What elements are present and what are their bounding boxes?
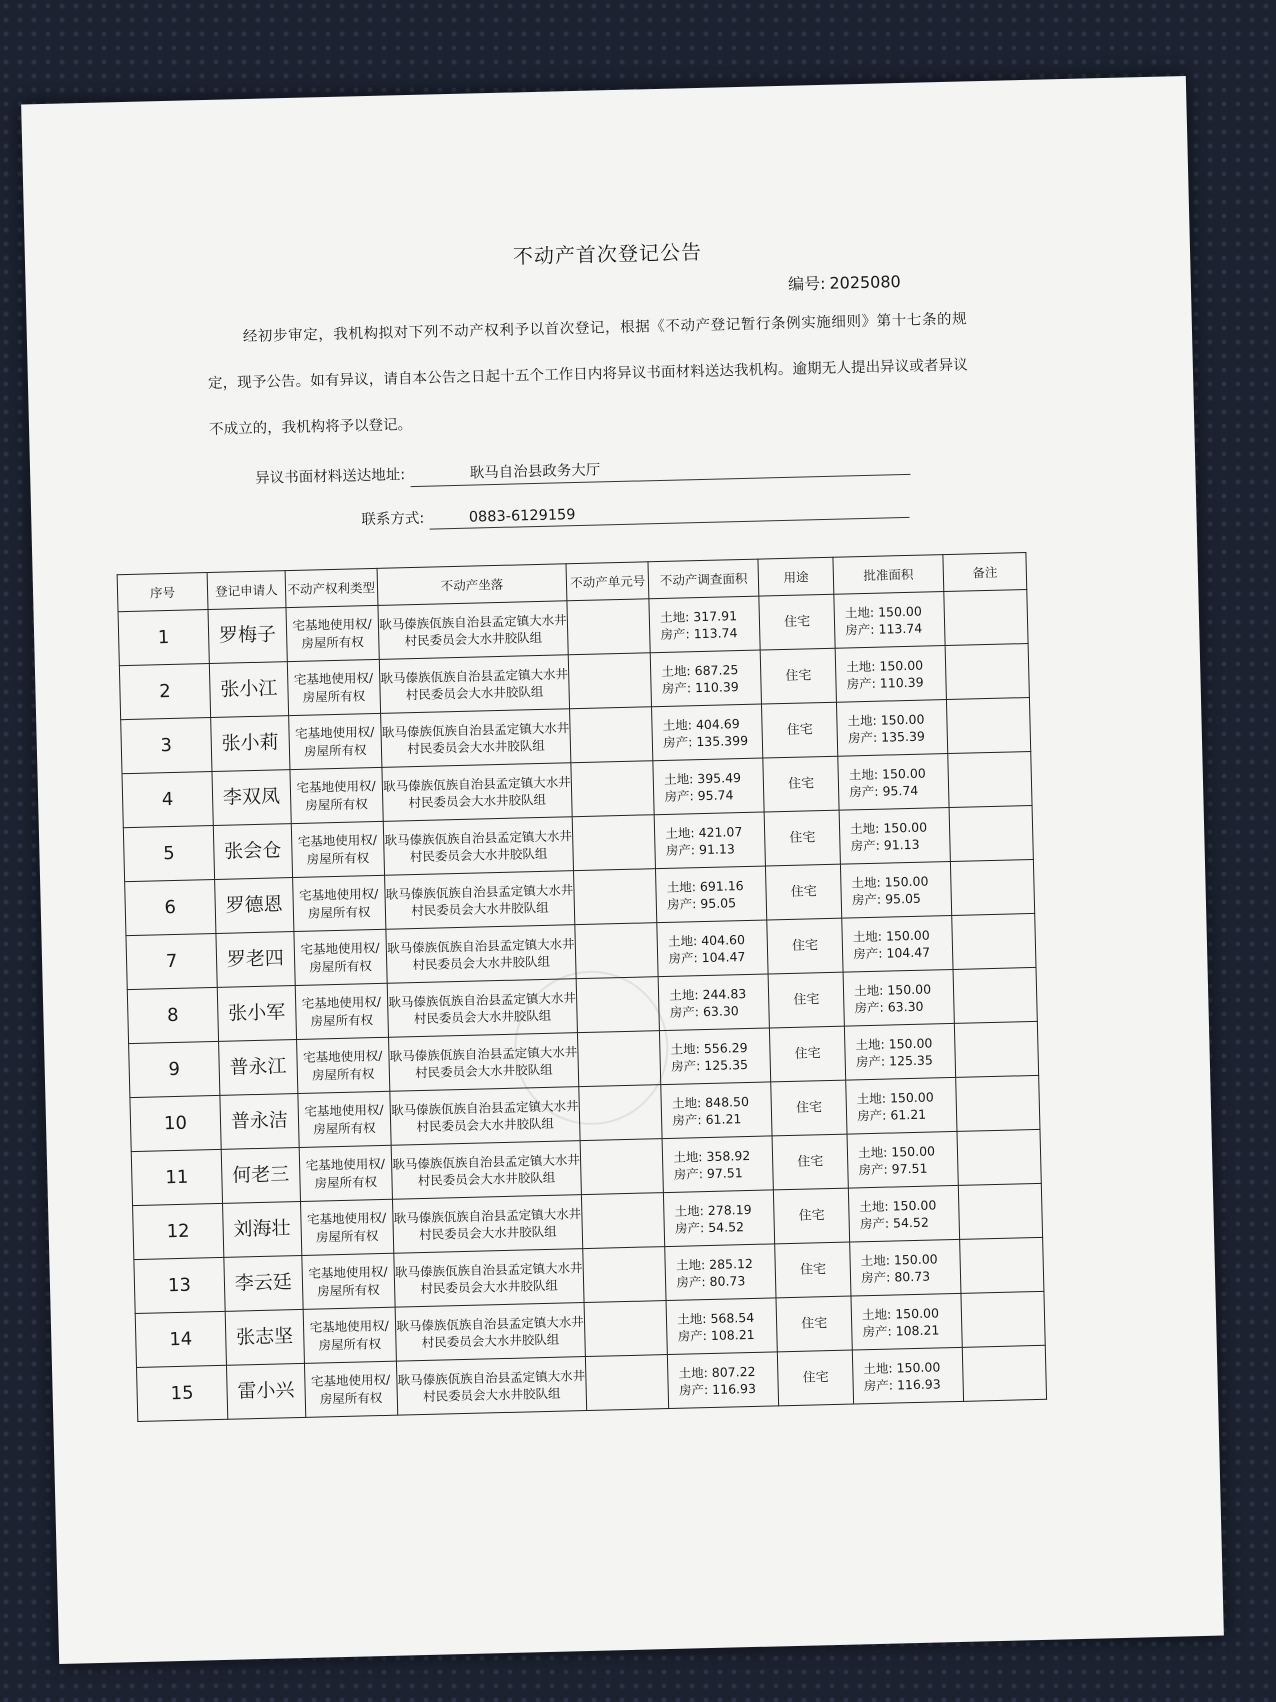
header-cell: 用途 (758, 557, 834, 596)
cell-note (952, 913, 1036, 969)
cell-applicant: 罗老四 (216, 932, 295, 988)
cell-applicant: 雷小兴 (226, 1363, 305, 1419)
cell-applicant: 罗梅子 (208, 608, 287, 664)
cell-right-type: 宅基地使用权/房屋所有权 (286, 605, 379, 661)
cell-note (948, 751, 1032, 807)
cell-unit-number (574, 869, 657, 925)
cell-survey-area: 土地: 317.91 房产: 113.74 (649, 596, 760, 653)
cell-index: 14 (135, 1311, 226, 1367)
cell-survey-area: 土地: 244.83 房产: 63.30 (658, 974, 769, 1031)
cell-applicant: 李双凤 (212, 770, 291, 826)
cell-right-type: 宅基地使用权/房屋所有权 (291, 821, 384, 877)
document-number-value: 2025080 (829, 272, 901, 293)
cell-approved-area: 土地: 150.00 房产: 54.52 (848, 1185, 959, 1242)
cell-location: 耿马傣族佤族自治县孟定镇大水井村民委员会大水井胶队组 (378, 601, 569, 660)
cell-approved-area: 土地: 150.00 房产: 125.35 (845, 1023, 956, 1080)
cell-location: 耿马傣族佤族自治县孟定镇大水井村民委员会大水井胶队组 (390, 1087, 581, 1146)
cell-right-type: 宅基地使用权/房屋所有权 (295, 983, 388, 1039)
cell-note (962, 1345, 1046, 1401)
cell-location: 耿马傣族佤族自治县孟定镇大水井村民委员会大水井胶队组 (392, 1195, 583, 1254)
page-title: 不动产首次登记公告 (512, 239, 703, 269)
cell-index: 12 (133, 1203, 224, 1259)
cell-location: 耿马傣族佤族自治县孟定镇大水井村民委员会大水井胶队组 (396, 1357, 587, 1416)
cell-location: 耿马傣族佤族自治县孟定镇大水井村民委员会大水井胶队组 (379, 655, 570, 714)
cell-note (949, 805, 1033, 861)
cell-index: 1 (118, 610, 209, 666)
cell-right-type: 宅基地使用权/房屋所有权 (298, 1091, 391, 1147)
header-cell: 不动产调查面积 (648, 559, 759, 599)
cell-use: 住宅 (774, 1188, 850, 1244)
cell-unit-number (570, 707, 653, 763)
cell-applicant: 何老三 (221, 1147, 300, 1203)
cell-survey-area: 土地: 421.07 房产: 91.13 (654, 812, 765, 869)
cell-use: 住宅 (763, 756, 839, 812)
cell-applicant: 普永洁 (220, 1094, 299, 1150)
cell-note (953, 967, 1037, 1023)
cell-approved-area: 土地: 150.00 房产: 135.39 (837, 700, 948, 757)
header-cell: 登记申请人 (207, 571, 286, 610)
cell-index: 13 (134, 1257, 225, 1313)
cell-unit-number (571, 761, 654, 817)
objection-address-label: 异议书面材料送达地址: (255, 467, 406, 487)
cell-unit-number (584, 1301, 667, 1357)
cell-index: 2 (119, 664, 210, 720)
cell-note (958, 1183, 1042, 1239)
cell-use: 住宅 (772, 1134, 848, 1190)
cell-note (946, 698, 1030, 754)
cell-unit-number (579, 1085, 662, 1141)
header-cell: 不动产单元号 (566, 562, 649, 601)
cell-note (956, 1075, 1040, 1131)
cell-index: 6 (125, 879, 216, 935)
registration-table (117, 552, 1047, 1422)
cell-survey-area: 土地: 691.16 房产: 95.05 (656, 866, 767, 923)
cell-applicant: 张小江 (209, 662, 288, 718)
cell-location: 耿马傣族佤族自治县孟定镇大水井村民委员会大水井胶队组 (388, 1033, 579, 1092)
cell-approved-area: 土地: 150.00 房产: 108.21 (851, 1293, 962, 1350)
header-cell: 不动产坐落 (377, 564, 568, 606)
cell-unit-number (582, 1193, 665, 1249)
cell-right-type: 宅基地使用权/房屋所有权 (288, 713, 381, 769)
cell-survey-area: 土地: 556.29 房产: 125.35 (660, 1028, 771, 1085)
cell-use: 住宅 (778, 1350, 854, 1406)
document-number (784, 269, 901, 295)
cell-applicant: 张小军 (217, 986, 296, 1042)
cell-unit-number (573, 815, 656, 871)
cell-approved-area: 土地: 150.00 房产: 95.74 (838, 754, 949, 811)
cell-right-type: 宅基地使用权/房屋所有权 (304, 1361, 397, 1417)
contact-info (361, 495, 909, 531)
cell-note (960, 1237, 1044, 1293)
cell-approved-area: 土地: 150.00 房产: 80.73 (850, 1239, 961, 1296)
cell-approved-area: 土地: 150.00 房产: 61.21 (846, 1077, 957, 1134)
cell-right-type: 宅基地使用权/房屋所有权 (299, 1145, 392, 1201)
cell-approved-area: 土地: 150.00 房产: 63.30 (843, 969, 954, 1026)
cell-note (950, 859, 1034, 915)
cell-index: 7 (126, 933, 217, 989)
cell-unit-number (581, 1139, 664, 1195)
cell-right-type: 宅基地使用权/房屋所有权 (303, 1307, 396, 1363)
cell-use: 住宅 (766, 864, 842, 920)
cell-unit-number (567, 599, 650, 655)
cell-location: 耿马傣族佤族自治县孟定镇大水井村民委员会大水井胶队组 (386, 925, 577, 984)
cell-survey-area: 土地: 285.12 房产: 80.73 (665, 1244, 776, 1301)
cell-approved-area: 土地: 150.00 房产: 91.13 (839, 808, 950, 865)
cell-use: 住宅 (776, 1296, 852, 1352)
cell-unit-number (583, 1247, 666, 1303)
cell-note (944, 590, 1028, 646)
cell-approved-area: 土地: 150.00 房产: 110.39 (835, 646, 946, 703)
cell-index: 15 (137, 1365, 228, 1421)
header-cell: 备注 (943, 553, 1027, 592)
cell-applicant: 张会仓 (213, 824, 292, 880)
cell-index: 11 (131, 1149, 222, 1205)
cell-unit-number (578, 1031, 661, 1087)
objection-address-value: 耿马自治县政务大厅 (409, 451, 909, 487)
cell-approved-area: 土地: 150.00 房产: 97.51 (847, 1131, 958, 1188)
cell-index: 9 (129, 1041, 220, 1097)
cell-right-type: 宅基地使用权/房屋所有权 (292, 875, 385, 931)
cell-use: 住宅 (760, 648, 836, 704)
cell-survey-area: 土地: 404.60 房产: 104.47 (657, 920, 768, 977)
cell-approved-area: 土地: 150.00 房产: 104.47 (842, 915, 953, 972)
cell-applicant: 李云廷 (224, 1255, 303, 1311)
header-cell: 批准面积 (833, 555, 944, 595)
contact-value: 0883-6129159 (429, 499, 909, 530)
cell-survey-area: 土地: 278.19 房产: 54.52 (664, 1190, 775, 1247)
notice-paper (21, 76, 1224, 1664)
cell-applicant: 张志坚 (225, 1309, 304, 1365)
cell-note (957, 1129, 1041, 1185)
cell-use: 住宅 (775, 1242, 851, 1298)
cell-unit-number (569, 653, 652, 709)
cell-use: 住宅 (768, 972, 844, 1028)
cell-index: 8 (127, 987, 218, 1043)
cell-note (954, 1021, 1038, 1077)
cell-approved-area: 土地: 150.00 房产: 116.93 (852, 1347, 963, 1404)
cell-location: 耿马傣族佤族自治县孟定镇大水井村民委员会大水井胶队组 (393, 1249, 584, 1308)
objection-address (255, 451, 910, 491)
cell-use: 住宅 (767, 918, 843, 974)
cell-survey-area: 土地: 807.22 房产: 116.93 (668, 1352, 779, 1409)
header-cell: 序号 (117, 573, 208, 612)
cell-location: 耿马傣族佤族自治县孟定镇大水井村民委员会大水井胶队组 (382, 763, 573, 822)
cell-location: 耿马傣族佤族自治县孟定镇大水井村民委员会大水井胶队组 (380, 709, 571, 768)
cell-survey-area: 土地: 687.25 房产: 110.39 (650, 650, 761, 707)
cell-use: 住宅 (771, 1080, 847, 1136)
cell-right-type: 宅基地使用权/房屋所有权 (287, 659, 380, 715)
cell-location: 耿马傣族佤族自治县孟定镇大水井村民委员会大水井胶队组 (387, 979, 578, 1038)
document-number-label: 编号: (787, 273, 826, 294)
cell-unit-number (575, 923, 658, 979)
cell-use: 住宅 (764, 810, 840, 866)
cell-approved-area: 土地: 150.00 房产: 95.05 (841, 861, 952, 918)
cell-index: 5 (123, 825, 214, 881)
cell-use: 住宅 (762, 702, 838, 758)
cell-note (961, 1291, 1045, 1347)
cell-location: 耿马傣族佤族自治县孟定镇大水井村民委员会大水井胶队组 (391, 1141, 582, 1200)
cell-right-type: 宅基地使用权/房屋所有权 (294, 929, 387, 985)
cell-applicant: 刘海壮 (222, 1201, 301, 1257)
cell-location: 耿马傣族佤族自治县孟定镇大水井村民委员会大水井胶队组 (395, 1303, 586, 1362)
cell-applicant: 张小莉 (211, 716, 290, 772)
cell-right-type: 宅基地使用权/房屋所有权 (290, 767, 383, 823)
cell-approved-area: 土地: 150.00 房产: 113.74 (834, 592, 945, 649)
cell-use: 住宅 (770, 1026, 846, 1082)
cell-applicant: 罗德恩 (215, 878, 294, 934)
cell-right-type: 宅基地使用权/房屋所有权 (300, 1199, 393, 1255)
cell-survey-area: 土地: 404.69 房产: 135.399 (652, 704, 763, 761)
cell-note (945, 644, 1029, 700)
cell-survey-area: 土地: 358.92 房产: 97.51 (662, 1136, 773, 1193)
cell-unit-number (577, 977, 660, 1033)
header-cell: 不动产权利类型 (285, 568, 378, 607)
contact-label: 联系方式: (361, 510, 425, 529)
notice-paragraph: 经初步审定，我机构拟对下列不动产权利予以首次登记，根据《不动产登记暂行条例实施细则》第十七条的规定，现予公告。如有异议，请自本公告之日起十五个工作日内将异议书面材料送达我机构。逾期无人提出异议或者异议不成立的，我机构将予以登记。 (207, 311, 968, 438)
cell-use: 住宅 (759, 594, 835, 650)
cell-location: 耿马傣族佤族自治县孟定镇大水井村民委员会大水井胶队组 (384, 871, 575, 930)
cell-location: 耿马傣族佤族自治县孟定镇大水井村民委员会大水井胶队组 (383, 817, 574, 876)
cell-survey-area: 土地: 568.54 房产: 108.21 (666, 1298, 777, 1355)
cell-right-type: 宅基地使用权/房屋所有权 (302, 1253, 395, 1309)
cell-index: 4 (122, 772, 213, 828)
cell-survey-area: 土地: 395.49 房产: 95.74 (653, 758, 764, 815)
cell-unit-number (586, 1355, 669, 1411)
cell-survey-area: 土地: 848.50 房产: 61.21 (661, 1082, 772, 1139)
cell-index: 3 (121, 718, 212, 774)
cell-index: 10 (130, 1095, 221, 1151)
cell-right-type: 宅基地使用权/房屋所有权 (296, 1037, 389, 1093)
cell-applicant: 普永江 (218, 1040, 297, 1096)
